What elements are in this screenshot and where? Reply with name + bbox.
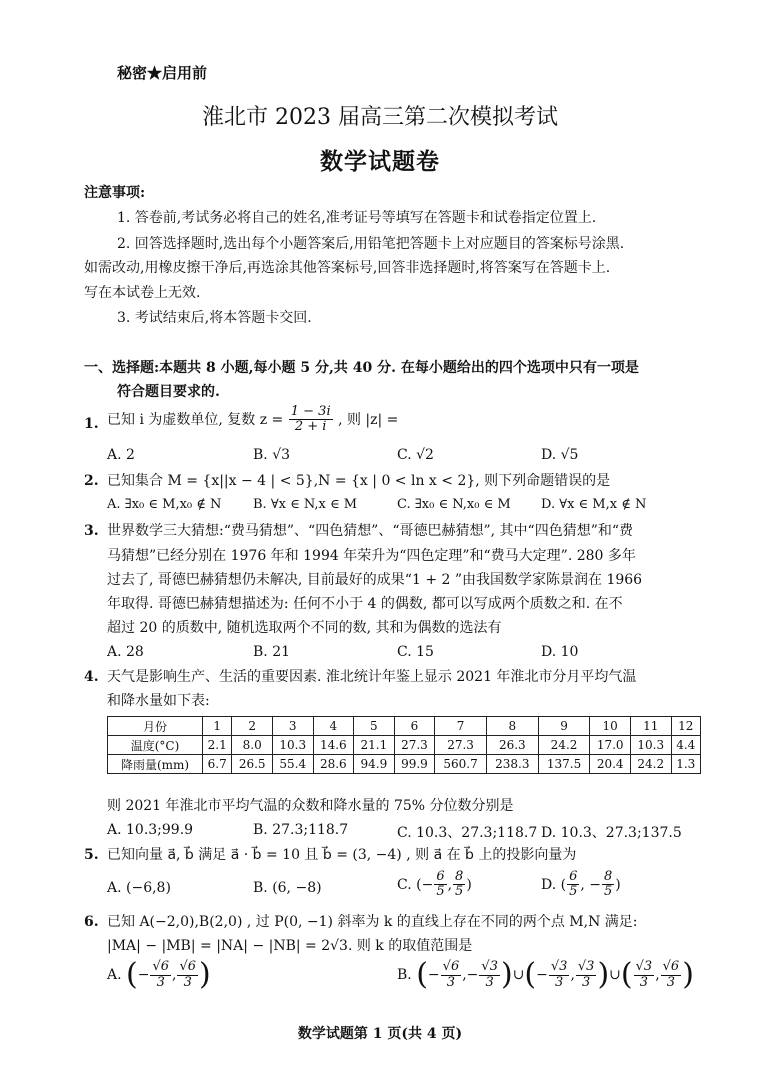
table-cell: 11 — [630, 717, 671, 736]
frac — [661, 960, 682, 990]
table-row — [108, 755, 701, 774]
frac-num: √6 — [662, 959, 680, 975]
question-2-stem: 已知集合 M = {x||x − 4 | < 5},N = {x | 0 < ln x < 2}, 则下列命题错误的是 — [107, 473, 611, 489]
table-cell: 10.3 — [272, 736, 313, 755]
table-cell: 10 — [590, 717, 631, 736]
table-cell: 24.2 — [538, 736, 590, 755]
frac-num: 8 — [455, 869, 464, 884]
table-cell: 137.5 — [538, 755, 590, 774]
q3-option-d: D. 10 — [541, 644, 579, 660]
q5-d-frac-2 — [602, 870, 614, 900]
q3-line: 马猜想”已经分别在 1976 年和 1994 年荣升为“四色定理”和“费马大定理”. 280 多年 — [107, 548, 636, 564]
q1-option-c: C. √2 — [397, 447, 434, 463]
frac-den: 3 — [555, 974, 564, 990]
table-cell: 3 — [272, 717, 313, 736]
q3-option-a: A. 28 — [107, 644, 144, 660]
q5-c-frac-2 — [453, 870, 465, 900]
q6-a-label: A. — [107, 967, 122, 983]
q3-option-c: C. 15 — [397, 644, 434, 660]
frac — [177, 960, 198, 990]
frac-den: 5 — [455, 884, 464, 900]
frac-den: 5 — [604, 884, 613, 900]
frac-den: 3 — [183, 974, 192, 990]
table-cell: 8.0 — [232, 736, 273, 755]
table-cell: 94.9 — [354, 755, 395, 774]
table-cell: 14.6 — [313, 736, 354, 755]
notice-heading: 注意事项: — [84, 185, 146, 201]
q4-option-a: A. 10.3;99.9 — [107, 822, 194, 838]
frac-num: √3 — [635, 959, 653, 975]
frac-den: 3 — [666, 974, 676, 990]
q2-option-c: C. ∃x₀ ∈ N,x₀ ∈ M — [397, 497, 511, 512]
table-cell: 17.0 — [590, 736, 631, 755]
frac-den: 5 — [436, 884, 445, 900]
table-cell: 10.3 — [630, 736, 671, 755]
frac-num: 8 — [604, 869, 613, 884]
q3-option-b: B. 21 — [253, 644, 291, 660]
table-cell: 2.1 — [203, 736, 232, 755]
q1-frac-den: 2 + i — [294, 419, 327, 435]
table-cell: 9 — [538, 717, 590, 736]
table-cell: 降雨量(mm) — [108, 755, 203, 774]
q1-option-d: D. √5 — [541, 447, 579, 463]
union-sign: ∪ — [512, 967, 525, 983]
table-cell: 26.5 — [232, 755, 273, 774]
q1-stem-a: 已知 i 为虚数单位, 复数 z = — [107, 411, 284, 428]
q6-option-a: A. (− $\frac{√6}{3}$ , $\frac{√6}{3}$ ) — [107, 957, 211, 992]
q4-line: 和降水量如下表: — [107, 693, 210, 709]
frac-den: 3 — [446, 974, 456, 990]
page-footer: 数学试题第 1 页(共 4 页) — [297, 1026, 463, 1042]
table-cell: 8 — [486, 717, 538, 736]
frac — [150, 960, 171, 990]
table-cell: 560.7 — [435, 755, 487, 774]
q5-d-sep: , − — [580, 876, 602, 893]
q1-option-a: A. 2 — [107, 447, 135, 463]
table-cell: 4 — [313, 717, 354, 736]
q1-stem-b: , 则 |z| = — [338, 411, 399, 428]
frac-num: √6 — [179, 959, 197, 975]
table-cell: 7 — [435, 717, 487, 736]
frac — [549, 960, 570, 990]
notice-item-2b: 如需改动,用橡皮擦干净后,再选涂其他答案标号,回答非选择题时,将答案写在答题卡上. — [84, 260, 611, 276]
table-cell: 99.9 — [394, 755, 435, 774]
q6-option-b: B. (− $\frac{√6}{3}$ ,− $\frac{√3}{3}$ )∪(− $\frac{√3}{3}$ , $\frac{√3}{3}$ )∪( $\frac{√3}{3}$ , $\frac{√6}{3}$ ) — [397, 957, 694, 992]
q4-option-c: C. 10.3、27.3;118.7 — [397, 825, 538, 841]
exam-title: 淮北市 2023 届高三第二次模拟考试 — [202, 105, 558, 130]
table-cell: 6 — [394, 717, 435, 736]
q4-line: 天气是影响生产、生活的重要因素. 淮北统计年鉴上显示 2021 年淮北市分月平均气温 — [107, 669, 637, 685]
comma: , — [655, 967, 660, 983]
q5-option-b: B. (6, −8) — [253, 880, 322, 896]
frac — [576, 960, 597, 990]
q2-option-d: D. ∀x ∈ M,x ∉ N — [541, 497, 647, 512]
comma: , — [570, 967, 575, 983]
frac-den: 3 — [156, 974, 165, 990]
q5-option-c — [397, 870, 472, 900]
notice-item-1: 1. 答卷前,考试务必将自己的姓名,准考证号等填写在答题卡和试卷指定位置上. — [117, 210, 597, 226]
frac-num: √6 — [442, 959, 460, 975]
q6-line-2: |MA| − |MB| = |NA| − |NB| = 2√3. 则 k 的取值范围是 — [107, 938, 473, 954]
q1-option-b: B. √3 — [253, 447, 291, 463]
q5-c-frac-1 — [434, 870, 446, 900]
frac-num: 6 — [569, 869, 578, 884]
q5-d-suffix: ) — [615, 876, 621, 893]
question-number: 5. — [84, 847, 99, 863]
minus-sign: − — [536, 967, 548, 983]
notice-item-3: 3. 考试结束后,将本答题卡交回. — [117, 310, 312, 326]
frac-den: 3 — [582, 974, 591, 990]
paper-title: 数学试题卷 — [320, 148, 440, 175]
frac-num: 6 — [436, 869, 445, 884]
q6-b-label: B. — [397, 967, 412, 983]
comma: , — [172, 967, 177, 983]
q3-line: 世界数学三大猜想:“费马猜想”、“四色猜想”、“哥德巴赫猜想”, 其中“四色猜想”和“费 — [107, 523, 634, 539]
frac-den: 3 — [485, 974, 494, 990]
q4-option-b: B. 27.3;118.7 — [253, 822, 349, 838]
union-sign: ∪ — [609, 967, 621, 983]
notice-item-2a: 2. 回答选择题时,选出每个小题答案后,用铅笔把答题卡上对应题目的答案标号涂黑. — [117, 236, 625, 252]
table-cell: 20.4 — [590, 755, 631, 774]
question-5-stem: 已知向量 a⃗, b⃗ 满足 a⃗ · b⃗ = 10 且 b⃗ = (3, −4) , 则 a⃗ 在 b⃗ 上的投影向量为 — [107, 847, 577, 863]
q3-line: 过去了, 哥德巴赫猜想仍未解决, 目前最好的成果“1 + 2 ”由我国数学家陈景润在 1966 — [107, 572, 643, 588]
table-cell: 月份 — [108, 717, 203, 736]
question-number: 4. — [84, 669, 99, 685]
table-cell: 238.3 — [486, 755, 538, 774]
minus-sign: − — [427, 967, 440, 983]
table-cell: 5 — [354, 717, 395, 736]
q1-fraction — [289, 405, 333, 435]
table-header-row — [108, 717, 701, 736]
table-row — [108, 736, 701, 755]
frac-num: √3 — [481, 959, 498, 975]
table-cell: 26.3 — [486, 736, 538, 755]
frac-num: √6 — [152, 959, 170, 975]
q5-c-prefix: C. (− — [397, 876, 434, 893]
frac — [634, 960, 655, 990]
minus-sign: − — [466, 967, 479, 983]
q5-d-frac-1 — [567, 870, 579, 900]
frac — [479, 960, 500, 990]
table-cell: 28.6 — [313, 755, 354, 774]
question-1-stem — [107, 405, 398, 435]
q4-after-text: 则 2021 年淮北市平均气温的众数和降水量的 75% 分位数分别是 — [107, 798, 514, 814]
question-number: 6. — [84, 914, 99, 930]
question-number: 3. — [84, 523, 99, 539]
q3-line: 超过 20 的质数中, 随机选取两个不同的数, 其和为偶数的选法有 — [107, 620, 502, 636]
table-cell: 21.1 — [354, 736, 395, 755]
frac — [441, 960, 462, 990]
frac-num: √3 — [577, 959, 595, 975]
q4-option-d: D. 10.3、27.3;137.5 — [541, 825, 682, 841]
frac-den: 3 — [639, 974, 649, 990]
table-cell: 1 — [203, 717, 232, 736]
table-cell: 1.3 — [671, 755, 700, 774]
table-cell: 6.7 — [203, 755, 232, 774]
notice-item-2c: 写在本试卷上无效. — [84, 285, 201, 301]
minus-sign: − — [137, 967, 150, 983]
table-cell: 55.4 — [272, 755, 313, 774]
q2-option-a: A. ∃x₀ ∈ M,x₀ ∉ N — [107, 497, 222, 512]
table-cell: 2 — [232, 717, 273, 736]
table-cell: 温度(°C) — [108, 736, 203, 755]
question-number: 2. — [84, 473, 99, 489]
q5-option-d — [541, 870, 621, 900]
table-cell: 27.3 — [435, 736, 487, 755]
q5-option-a: A. (−6,8) — [107, 880, 171, 896]
table-cell: 24.2 — [630, 755, 671, 774]
table-cell: 4.4 — [671, 736, 700, 755]
secret-label: 秘密★启用前 — [117, 64, 208, 82]
section-heading: 一、选择题:本题共 8 小题,每小题 5 分,共 40 分. 在每小题给出的四个选项中只有一项是 — [84, 360, 639, 376]
weather-table — [107, 716, 701, 774]
question-number: 1. — [84, 416, 99, 432]
q3-line: 年取得. 哥德巴赫猜想描述为: 任何不小于 4 的偶数, 都可以写成两个质数之和. 在不 — [107, 596, 623, 612]
q5-c-suffix: ) — [466, 876, 472, 893]
q5-d-prefix: D. ( — [541, 876, 567, 893]
q2-option-b: B. ∀x ∈ N,x ∈ M — [253, 497, 358, 512]
q1-frac-num: 1 − 3i — [290, 404, 331, 419]
q5-c-sep: , — [447, 876, 453, 893]
comma: , — [462, 967, 467, 983]
frac-num: √3 — [550, 959, 568, 975]
table-cell: 27.3 — [394, 736, 435, 755]
table-cell: 12 — [671, 717, 700, 736]
q6-line-1: 已知 A(−2,0),B(2,0) , 过 P(0, −1) 斜率为 k 的直线上存在不同的两个点 M,N 满足: — [107, 914, 638, 930]
frac-den: 5 — [569, 884, 578, 900]
section-heading-line2: 符合题目要求的. — [117, 384, 220, 400]
